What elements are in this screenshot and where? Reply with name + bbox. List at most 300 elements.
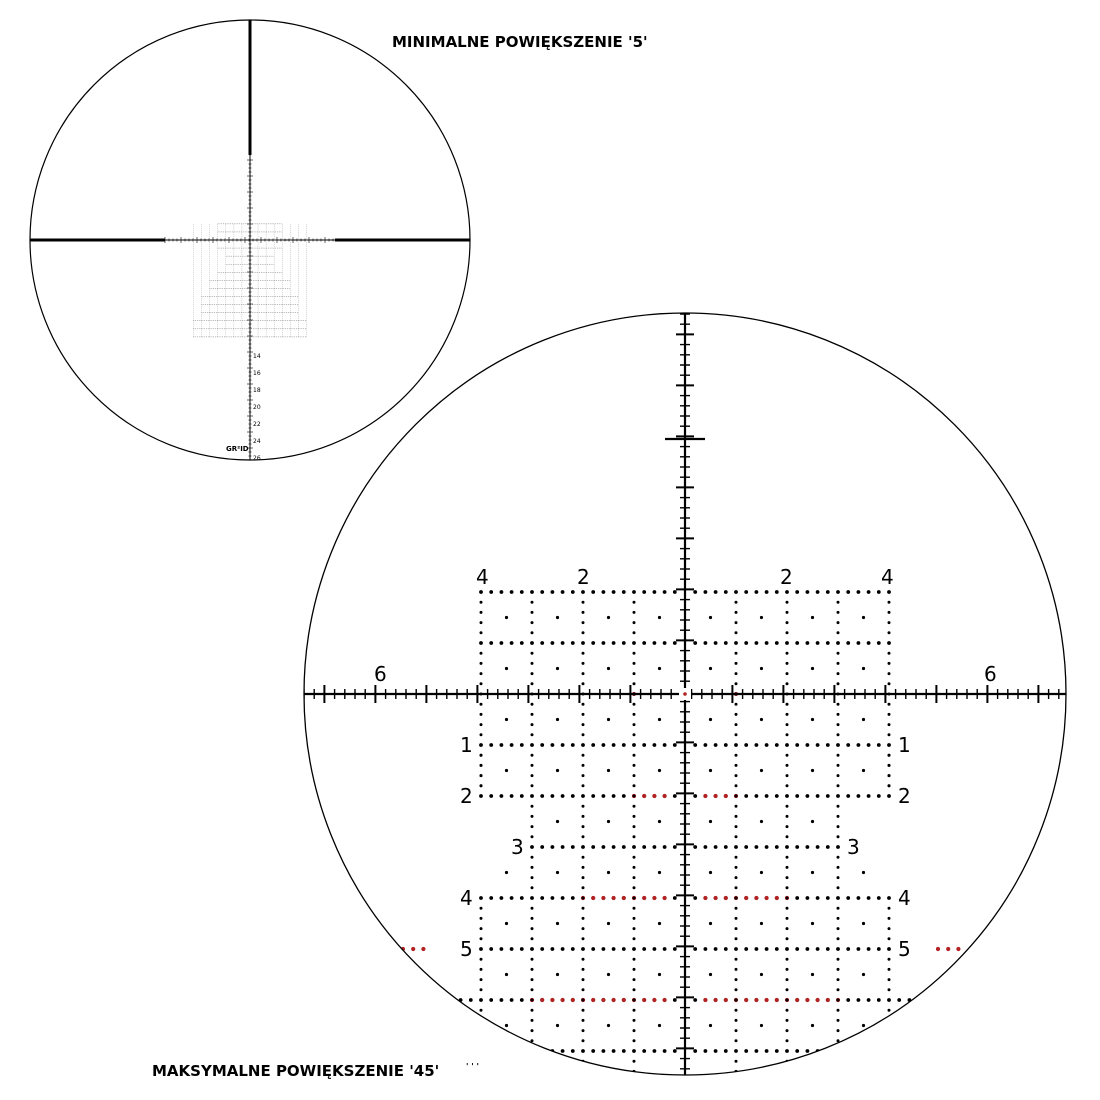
small-stadia-label: 14 (253, 353, 261, 360)
grid-column-dot (582, 1019, 585, 1022)
grid-column-dot (888, 1029, 891, 1032)
grid-column-dot (786, 1070, 789, 1073)
grid-column-dot (735, 948, 738, 951)
hold-row-dot (775, 794, 779, 798)
hold-row-dot (755, 590, 759, 594)
grid-column-dot (480, 937, 483, 940)
wind-label: 2 (577, 565, 590, 589)
hold-row-dot (500, 947, 504, 951)
grid-column-dot (531, 917, 534, 920)
grid-column-dot (531, 927, 534, 930)
grid-column-dot (786, 805, 789, 808)
grid-column-dot (480, 601, 483, 604)
grid-cell-dot (505, 871, 508, 874)
grid-column-dot (531, 958, 534, 961)
hold-row-dot (510, 743, 514, 747)
grid-column-dot (837, 733, 840, 736)
hold-row-dot (571, 845, 575, 849)
grid-column-dot (888, 744, 891, 747)
grid-column-dot (633, 1060, 636, 1063)
hold-row-dot (571, 794, 575, 798)
grid-column-dot (786, 611, 789, 614)
grid-column-dot (735, 764, 738, 767)
grid-column-dot (480, 652, 483, 655)
grid-cell-dot (760, 616, 763, 619)
grid-cell-dot (556, 769, 559, 772)
grid-column-dot (531, 1029, 534, 1032)
grid-column-dot (633, 1080, 636, 1083)
grid-column-dot (633, 856, 636, 859)
grid-cell-dot (760, 973, 763, 976)
grid-column-dot (786, 733, 789, 736)
grid-column-dot (582, 805, 585, 808)
hold-row-dot (510, 998, 514, 1002)
hold-row-dot (836, 1049, 840, 1053)
grid-column-dot (837, 948, 840, 951)
grid-column-dot (480, 764, 483, 767)
grid-cell-dot (760, 820, 763, 823)
holdover-red-dot (795, 998, 799, 1002)
grid-cell-dot (709, 922, 712, 925)
hold-row-dot (561, 845, 565, 849)
grid-cell-dot (811, 1075, 814, 1078)
grid-column-dot (531, 978, 534, 981)
holdover-red-dot (703, 896, 707, 900)
grid-column-dot (735, 1019, 738, 1022)
grid-column-dot (786, 1039, 789, 1042)
hold-row-dot (765, 590, 769, 594)
hold-row-dot (846, 1049, 850, 1053)
grid-cell-dot (709, 1075, 712, 1078)
grid-column-dot (531, 846, 534, 849)
grid-cell-dot (556, 1075, 559, 1078)
hold-row-dot (561, 896, 565, 900)
grid-column-dot (786, 703, 789, 706)
grid-column-dot (837, 764, 840, 767)
hold-row-dot (867, 794, 871, 798)
hold-row-dot (622, 947, 626, 951)
grid-column-dot (582, 927, 585, 930)
hold-row-dot (602, 1049, 606, 1053)
grid-column-dot (735, 662, 738, 665)
grid-column-dot (531, 886, 534, 889)
hold-row-dot (877, 998, 881, 1002)
hold-row-dot (428, 1049, 432, 1053)
grid-column-dot (582, 754, 585, 757)
grid-cell-dot (862, 616, 865, 619)
grid-column-dot (888, 703, 891, 706)
hold-row-dot (765, 947, 769, 951)
hold-row-dot (704, 1049, 708, 1053)
grid-cell-dot (760, 871, 763, 874)
hold-row-dot (857, 947, 861, 951)
grid-cell-dot (811, 922, 814, 925)
grid-column-dot (582, 1050, 585, 1053)
grid-column-dot (582, 815, 585, 818)
hold-row-dot (775, 1049, 779, 1053)
hold-row-dot (591, 947, 595, 951)
grid-column-dot (582, 999, 585, 1002)
hold-row-dot (500, 896, 504, 900)
hold-row-dot (816, 641, 820, 645)
grid-column-dot (786, 978, 789, 981)
grid-column-dot (480, 682, 483, 685)
grid-cell-dot (709, 769, 712, 772)
hold-row-dot (612, 1049, 616, 1053)
grid-column-dot (735, 1050, 738, 1053)
hold-row-dot (775, 947, 779, 951)
grid-column-dot (888, 948, 891, 951)
grid-cell-dot (607, 1024, 610, 1027)
grid-column-dot (786, 1050, 789, 1053)
grid-column-dot (633, 795, 636, 798)
grid-column-dot (888, 988, 891, 991)
wind-label: 4 (476, 565, 489, 589)
hold-row-dot (775, 845, 779, 849)
holdover-red-dot (724, 794, 728, 798)
grid-column-dot (735, 672, 738, 675)
hold-row-dot (489, 1049, 493, 1053)
hold-row-dot (571, 896, 575, 900)
grid-column-dot (888, 713, 891, 716)
grid-column-dot (786, 723, 789, 726)
hold-row-dot (500, 998, 504, 1002)
grid-column-dot (633, 825, 636, 828)
grid-column-dot (531, 1090, 534, 1093)
hold-row-dot (806, 641, 810, 645)
grid-column-dot (786, 988, 789, 991)
hold-row-dot (673, 590, 677, 594)
grid-column-dot (888, 774, 891, 777)
hold-row-dot (612, 641, 616, 645)
hold-row-dot (724, 743, 728, 747)
holdover-red-dot (724, 896, 728, 900)
hold-row-dot (877, 947, 881, 951)
grid-column-dot (582, 937, 585, 940)
grid-column-dot (582, 835, 585, 838)
grid-column-dot (582, 703, 585, 706)
grid-column-dot (633, 611, 636, 614)
grid-column-dot (837, 591, 840, 594)
hold-row-dot (561, 947, 565, 951)
grid-column-dot (480, 703, 483, 706)
hold-row-dot (673, 998, 677, 1002)
grid-column-dot (582, 988, 585, 991)
holdover-red-dot (601, 998, 605, 1002)
hold-row-dot (806, 794, 810, 798)
hold-row-dot (704, 743, 708, 747)
hold-row-dot (551, 845, 555, 849)
hold-row-dot (724, 1049, 728, 1053)
grid-cell-dot (658, 616, 661, 619)
grid-column-dot (837, 968, 840, 971)
hold-row-dot (612, 794, 616, 798)
grid-column-dot (480, 1039, 483, 1042)
grid-column-dot (786, 591, 789, 594)
grid-column-dot (837, 784, 840, 787)
grid-cell-dot (862, 973, 865, 976)
grid-column-dot (888, 601, 891, 604)
hold-row-dot (510, 590, 514, 594)
grid-column-dot (837, 631, 840, 634)
grid-column-dot (582, 968, 585, 971)
grid-column-dot (633, 744, 636, 747)
row-label-left: 4 (460, 886, 473, 910)
grid-column-dot (786, 866, 789, 869)
grid-cell-dot (607, 667, 610, 670)
hold-row-dot (704, 590, 708, 594)
grid-column-dot (531, 866, 534, 869)
grid-column-dot (786, 917, 789, 920)
grid-column-dot (735, 1029, 738, 1032)
grid-column-dot (633, 642, 636, 645)
hold-row-dot (714, 743, 718, 747)
hold-row-dot (642, 743, 646, 747)
holdover-red-dot (612, 896, 616, 900)
grid-column-dot (582, 846, 585, 849)
grid-column-dot (531, 652, 534, 655)
grid-column-dot (480, 927, 483, 930)
grid-cell-dot (862, 718, 865, 721)
hold-row-dot (704, 845, 708, 849)
hold-row-dot (489, 590, 493, 594)
grid-column-dot (837, 795, 840, 798)
grid-column-dot (480, 774, 483, 777)
grid-column-dot (582, 1070, 585, 1073)
hold-row-dot (540, 896, 544, 900)
hold-row-dot (520, 896, 524, 900)
grid-column-dot (735, 1090, 738, 1093)
grid-cell-dot (658, 820, 661, 823)
grid-column-dot (735, 652, 738, 655)
grid-column-dot (735, 968, 738, 971)
grid-cell-dot (505, 1075, 508, 1078)
grid-column-dot (837, 866, 840, 869)
grid-column-dot (837, 927, 840, 930)
holdover-red-dot (652, 896, 656, 900)
grid-column-dot (786, 1090, 789, 1093)
hold-row-dot (449, 998, 453, 1002)
holdover-red-dot (421, 947, 425, 951)
hold-row-dot (489, 794, 493, 798)
grid-cell-dot (709, 973, 712, 976)
grid-column-dot (633, 713, 636, 716)
grid-column-dot (531, 805, 534, 808)
grid-column-dot (633, 682, 636, 685)
grid-column-dot (735, 621, 738, 624)
grid-column-dot (531, 988, 534, 991)
grid-cell-dot (658, 871, 661, 874)
grid-column-dot (786, 754, 789, 757)
grid-column-dot (582, 856, 585, 859)
hold-row-dot (500, 1049, 504, 1053)
hold-row-dot (540, 947, 544, 951)
holdover-red-dot (561, 998, 565, 1002)
grid-column-dot (633, 815, 636, 818)
grid-column-dot (531, 795, 534, 798)
grid-column-dot (837, 897, 840, 900)
grid-cell-dot (556, 973, 559, 976)
grid-column-dot (633, 897, 636, 900)
grid-column-dot (786, 672, 789, 675)
hold-row-dot (724, 947, 728, 951)
holdover-red-dot (714, 998, 718, 1002)
grid-column-dot (786, 937, 789, 940)
grid-column-dot (633, 968, 636, 971)
grid-column-dot (735, 601, 738, 604)
grid-column-dot (531, 733, 534, 736)
hold-row-dot (826, 743, 830, 747)
grid-column-dot (735, 805, 738, 808)
hold-row-dot (540, 1049, 544, 1053)
grid-column-dot (531, 897, 534, 900)
hold-row-dot (642, 590, 646, 594)
grid-column-dot (888, 927, 891, 930)
grid-column-dot (480, 1080, 483, 1083)
holdover-red-dot (642, 794, 646, 798)
grid-cell-dot (811, 616, 814, 619)
grid-cell-dot (862, 667, 865, 670)
grid-column-dot (480, 611, 483, 614)
grid-column-dot (633, 876, 636, 879)
hold-row-dot (489, 998, 493, 1002)
grid-column-dot (888, 1080, 891, 1083)
grid-column-dot (837, 876, 840, 879)
hold-row-dot (510, 794, 514, 798)
grid-cell-dot (607, 871, 610, 874)
grid-column-dot (531, 1019, 534, 1022)
max-magnification-caption: MAKSYMALNE POWIĘKSZENIE '45' (152, 1062, 440, 1080)
grid-column-dot (582, 907, 585, 910)
grid-column-dot (837, 703, 840, 706)
holdover-red-dot (550, 998, 554, 1002)
grid-column-dot (735, 1060, 738, 1063)
grid-column-dot (480, 672, 483, 675)
hold-row-dot (704, 947, 708, 951)
holdover-red-dot (622, 896, 626, 900)
grid-column-dot (633, 927, 636, 930)
row-label-left: 2 (460, 784, 473, 808)
hold-row-dot (816, 896, 820, 900)
holdover-red-dot (744, 998, 748, 1002)
grid-column-dot (837, 1019, 840, 1022)
hold-row-dot (520, 1049, 524, 1053)
grid-column-dot (837, 1070, 840, 1073)
grid-column-dot (735, 886, 738, 889)
grid-column-dot (888, 672, 891, 675)
grid-column-dot (480, 631, 483, 634)
grid-column-dot (837, 1060, 840, 1063)
grid-column-dot (531, 744, 534, 747)
grid-column-dot (888, 631, 891, 634)
grid-column-dot (480, 621, 483, 624)
grid-column-dot (786, 835, 789, 838)
hold-row-dot (571, 641, 575, 645)
hold-row-dot (428, 998, 432, 1002)
grid-column-dot (480, 999, 483, 1002)
hold-row-dot (755, 743, 759, 747)
grid-column-dot (633, 907, 636, 910)
hold-row-dot (571, 1049, 575, 1053)
hold-row-dot (520, 794, 524, 798)
grid-column-dot (633, 733, 636, 736)
grid-column-dot (633, 886, 636, 889)
grid-column-dot (480, 1060, 483, 1063)
hold-row-dot (714, 845, 718, 849)
grid-cell-dot (658, 1075, 661, 1078)
grid-cell-dot (505, 769, 508, 772)
hold-row-dot (520, 998, 524, 1002)
grid-cell-dot (709, 667, 712, 670)
hold-row-dot (673, 947, 677, 951)
grid-column-dot (735, 784, 738, 787)
hold-row-dot (520, 947, 524, 951)
holdover-red-dot (703, 998, 707, 1002)
grid-column-dot (582, 601, 585, 604)
hold-row-dot (591, 590, 595, 594)
hold-row-dot (714, 1049, 718, 1053)
grid-cell-dot (607, 1075, 610, 1078)
hold-row-dot (928, 1049, 932, 1053)
hold-row-dot (755, 794, 759, 798)
grid-column-dot (480, 968, 483, 971)
grid-column-dot (888, 621, 891, 624)
grid-column-dot (531, 713, 534, 716)
grid-column-dot (633, 764, 636, 767)
hold-row-dot (918, 1049, 922, 1053)
grid-column-dot (633, 1009, 636, 1012)
hold-row-dot (765, 845, 769, 849)
row-label-left: 3 (511, 835, 524, 859)
hold-row-dot (561, 590, 565, 594)
hold-row-dot (510, 1049, 514, 1053)
grid-column-dot (735, 631, 738, 634)
hold-row-dot (663, 590, 667, 594)
grid-column-dot (735, 703, 738, 706)
grid-column-dot (480, 1070, 483, 1073)
grid-cell-dot (811, 820, 814, 823)
grid-column-dot (888, 1009, 891, 1012)
hold-row-dot (795, 845, 799, 849)
hold-row-dot (846, 998, 850, 1002)
hold-row-dot (693, 794, 697, 798)
grid-column-dot (531, 999, 534, 1002)
grid-column-dot (531, 907, 534, 910)
hold-row-dot (540, 794, 544, 798)
grid-column-dot (633, 948, 636, 951)
grid-column-dot (480, 1090, 483, 1093)
grid-column-dot (888, 978, 891, 981)
grid-column-dot (582, 662, 585, 665)
grid-cell-dot (709, 718, 712, 721)
hold-row-dot (551, 896, 555, 900)
hold-row-dot (489, 896, 493, 900)
grid-cell-dot (760, 769, 763, 772)
grid-column-dot (531, 1009, 534, 1012)
grid-column-dot (888, 1019, 891, 1022)
hold-row-dot (530, 1049, 534, 1053)
grid-column-dot (888, 652, 891, 655)
grid-column-dot (582, 866, 585, 869)
row-label-right: 2 (898, 784, 911, 808)
grid-cell-dot (607, 922, 610, 925)
hold-row-dot (510, 896, 514, 900)
grid-column-dot (786, 886, 789, 889)
hold-row-dot (693, 947, 697, 951)
holdover-red-dot (714, 794, 718, 798)
grid-column-dot (888, 754, 891, 757)
holdover-red-dot (411, 947, 415, 951)
